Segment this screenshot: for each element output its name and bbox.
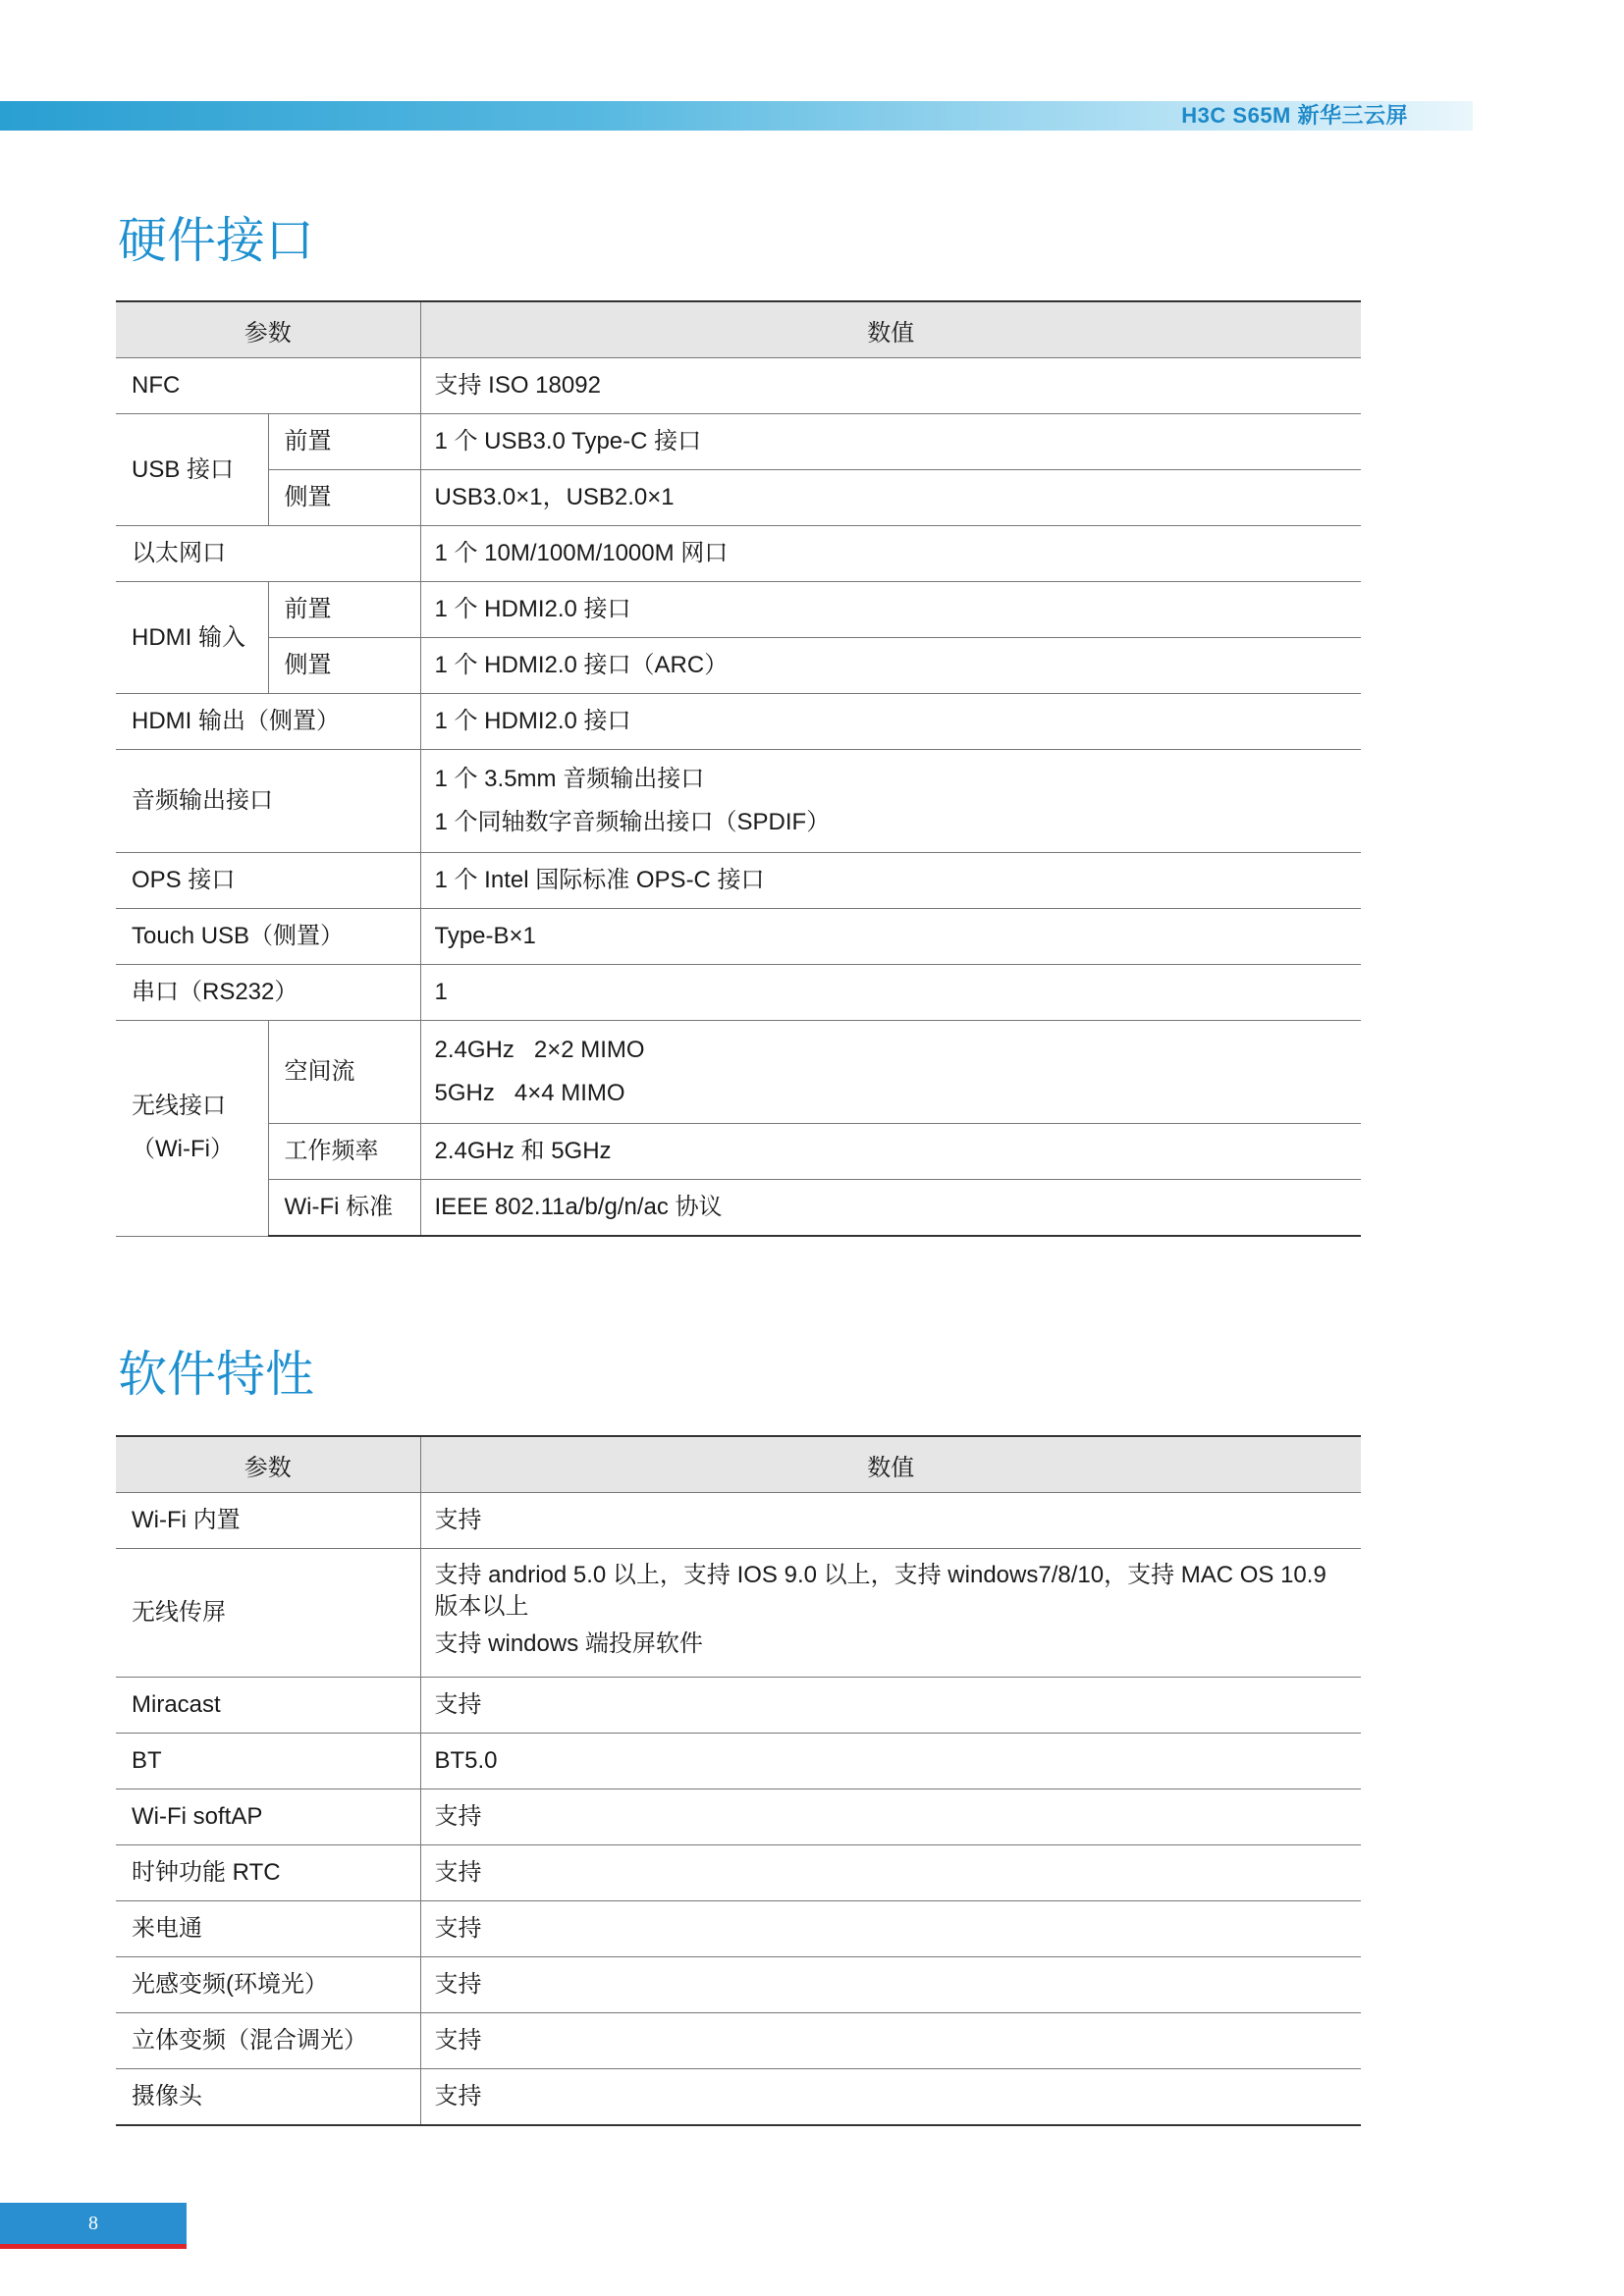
table-row	[116, 1493, 1361, 1549]
table-row	[116, 1734, 1361, 1789]
table-row	[116, 638, 1361, 694]
column-header-value: 数值	[420, 301, 1361, 358]
value-cell: 1 个 Intel 国际标准 OPS-C 接口	[420, 853, 1361, 909]
subparam-cell: 前置	[268, 414, 420, 470]
param-line: （Wi-Fi）	[132, 1136, 234, 1163]
value-line: 1 个同轴数字音频输出接口（SPDIF）	[434, 809, 831, 835]
param-cell: 串口（RS232）	[116, 965, 420, 1021]
value-cell: 1 个 USB3.0 Type-C 接口	[420, 414, 1361, 470]
table-row	[116, 853, 1361, 909]
hardware-spec-table	[116, 300, 1361, 1237]
page-number-underline	[0, 2244, 187, 2249]
table-header-row	[116, 301, 1361, 358]
column-header-value: 数值	[420, 1436, 1361, 1493]
subparam-cell: 前置	[268, 582, 420, 638]
param-cell: 音频输出接口	[116, 750, 420, 853]
table-row	[116, 1789, 1361, 1845]
table-row	[116, 1124, 1361, 1180]
value-cell: 支持	[420, 2069, 1361, 2126]
value-cell: 1 个 HDMI2.0 接口（ARC）	[420, 638, 1361, 694]
value-cell: 支持 ISO 18092	[420, 358, 1361, 414]
table-row	[116, 470, 1361, 526]
param-cell: 来电通	[116, 1901, 420, 1957]
param-cell: 立体变频（混合调光）	[116, 2013, 420, 2069]
value-cell: 2.4GHz 和 5GHz	[420, 1124, 1361, 1180]
table-row	[116, 965, 1361, 1021]
param-cell: 光感变频(环境光）	[116, 1957, 420, 2013]
software-spec-table	[116, 1435, 1361, 2126]
param-cell: BT	[116, 1734, 420, 1789]
param-cell: 时钟功能 RTC	[116, 1845, 420, 1901]
table-row	[116, 358, 1361, 414]
value-cell: 支持	[420, 1901, 1361, 1957]
param-cell: 摄像头	[116, 2069, 420, 2126]
value-cell: 支持	[420, 1845, 1361, 1901]
param-cell: 以太网口	[116, 526, 420, 582]
subparam-cell: 侧置	[268, 638, 420, 694]
value-cell: 支持	[420, 2013, 1361, 2069]
column-header-param: 参数	[116, 1436, 420, 1493]
value-cell: 支持	[420, 1678, 1361, 1734]
value-line: 支持 windows 端投屏软件	[434, 1630, 703, 1657]
subparam-cell: Wi-Fi 标准	[268, 1180, 420, 1237]
table-row	[116, 414, 1361, 470]
value-line: 2.4GHz 2×2 MIMO	[434, 1037, 645, 1063]
param-cell: HDMI 输出（侧置）	[116, 694, 420, 750]
param-cell: 无线传屏	[116, 1549, 420, 1678]
table-row	[116, 1845, 1361, 1901]
value-cell: USB3.0×1，USB2.0×1	[420, 470, 1361, 526]
software-section-title: 软件特性	[118, 1347, 314, 1402]
table-row	[116, 1901, 1361, 1957]
param-cell	[116, 1021, 268, 1237]
table-row	[116, 909, 1361, 965]
value-cell: 1 个 10M/100M/1000M 网口	[420, 526, 1361, 582]
value-cell	[420, 750, 1361, 853]
value-cell: 1 个 HDMI2.0 接口	[420, 694, 1361, 750]
value-cell	[420, 1549, 1361, 1678]
param-line: 无线接口	[132, 1093, 226, 1120]
subparam-cell: 工作频率	[268, 1124, 420, 1180]
value-cell: 1	[420, 965, 1361, 1021]
subparam-cell: 侧置	[268, 470, 420, 526]
param-cell: Miracast	[116, 1678, 420, 1734]
value-cell: 支持	[420, 1957, 1361, 2013]
document-brand: H3C S65M 新华三云屏	[1181, 103, 1408, 128]
value-line: 1 个 3.5mm 音频输出接口	[434, 766, 705, 792]
hardware-section-title: 硬件接口	[118, 213, 314, 268]
table-row	[116, 526, 1361, 582]
subparam-cell: 空间流	[268, 1021, 420, 1124]
value-line: 5GHz 4×4 MIMO	[434, 1080, 625, 1106]
param-cell: Wi-Fi softAP	[116, 1789, 420, 1845]
table-row	[116, 582, 1361, 638]
table-row	[116, 694, 1361, 750]
table-row	[116, 1180, 1361, 1237]
table-row	[116, 2013, 1361, 2069]
table-row	[116, 1549, 1361, 1678]
table-row	[116, 750, 1361, 853]
value-cell: IEEE 802.11a/b/g/n/ac 协议	[420, 1180, 1361, 1237]
column-header-param: 参数	[116, 301, 420, 358]
param-cell: Wi-Fi 内置	[116, 1493, 420, 1549]
table-row	[116, 1678, 1361, 1734]
param-cell: Touch USB（侧置）	[116, 909, 420, 965]
value-cell: Type-B×1	[420, 909, 1361, 965]
table-header-row	[116, 1436, 1361, 1493]
param-cell: USB 接口	[116, 414, 268, 526]
value-cell: 支持	[420, 1789, 1361, 1845]
value-cell: 1 个 HDMI2.0 接口	[420, 582, 1361, 638]
param-cell: HDMI 输入	[116, 582, 268, 694]
table-row	[116, 1957, 1361, 2013]
table-row	[116, 1021, 1361, 1124]
param-cell: NFC	[116, 358, 420, 414]
page-number: 8	[88, 2213, 98, 2234]
param-cell: OPS 接口	[116, 853, 420, 909]
value-line: 支持 andriod 5.0 以上，支持 IOS 9.0 以上，支持 windows7/8/10，支持 MAC OS 10.9 版本以上	[434, 1562, 1326, 1620]
table-row	[116, 2069, 1361, 2126]
value-cell	[420, 1021, 1361, 1124]
value-cell: BT5.0	[420, 1734, 1361, 1789]
value-cell: 支持	[420, 1493, 1361, 1549]
